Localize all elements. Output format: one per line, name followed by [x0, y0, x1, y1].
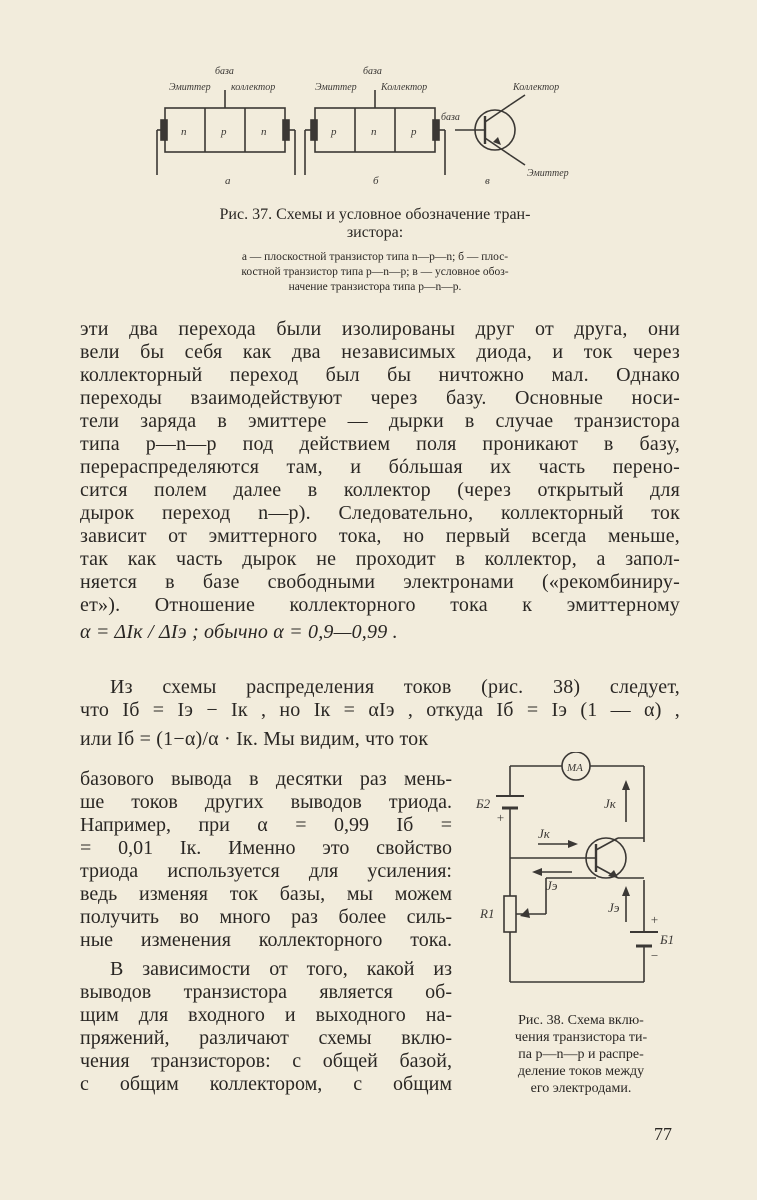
current-ik-mid: Jк	[538, 826, 550, 841]
fig37-region-n2: n	[261, 126, 267, 138]
text-line: перераспределяются там, и бóльшая их часть перено-	[80, 456, 680, 478]
text-line: чения транзисторов: с общей базой,	[80, 1050, 452, 1072]
battery-b1-minus: −	[650, 948, 659, 963]
fig37-label-base-a: база	[215, 66, 234, 77]
text-line: Например, при α = 0,99 Iб =	[80, 814, 452, 836]
text-line: ные изменения коллекторного тока.	[80, 929, 452, 951]
text-line: типа p—n—p под действием поля проникают в базу,	[80, 433, 680, 455]
paragraph-1	[80, 318, 680, 644]
fig37-label-collector-a: коллектор	[231, 82, 276, 93]
text-line: переходы взаимодействуют через базу. Основные носи-	[80, 387, 680, 409]
fig37-sub-b: б	[373, 175, 379, 187]
current-ie-mid: Jэ	[546, 878, 558, 893]
resistor-r1	[504, 896, 516, 932]
fig37-label-emitter-b: Эмиттер	[315, 82, 357, 93]
text-line: сится полем далее в коллектор (через открытый для	[80, 479, 680, 501]
text-line: пряжений, различают схемы вклю-	[80, 1027, 452, 1049]
text-line: зависит от эмиттерного тока, но первый всегда меньше,	[80, 525, 680, 547]
text-line: вели бы себя как два независимых диода, и ток через	[80, 341, 680, 363]
figure-37-diagram	[155, 60, 595, 200]
text-line: В зависимости от того, какой из	[110, 958, 452, 980]
caption-line: чения транзистора ти-	[514, 1030, 648, 1045]
battery-b2-plus: +	[496, 810, 505, 825]
caption-line: его электродами.	[530, 1081, 632, 1096]
fig37-label-base-b: база	[363, 66, 382, 77]
fig37-region-p1: p	[221, 126, 227, 138]
current-ik-right: Jк	[604, 796, 616, 811]
meter-label: МА	[567, 762, 583, 774]
text-line: или Iб = (1−α)/α · Iк. Мы видим, что ток	[80, 728, 429, 750]
text-line: получить во много раз более силь-	[80, 906, 452, 928]
figure-38-circuit	[466, 752, 682, 1002]
fig37-label-emitter-c: Эмиттер	[527, 168, 569, 179]
fig37-label-emitter-a: Эмиттер	[169, 82, 211, 93]
text-line: эти два перехода были изолированы друг от друга, они	[80, 318, 680, 340]
fig37-region-p4: p	[411, 126, 417, 138]
caption-line: деление токов между	[517, 1064, 645, 1079]
text-line: коллекторный переход был бы ничтожно мал. Однако	[80, 364, 680, 386]
text-line: выводов транзистора является об-	[80, 981, 452, 1003]
page-number: 77	[654, 1124, 672, 1144]
text-line: щим для входного и выходного на-	[80, 1004, 452, 1026]
text-line: = 0,01 Iк. Именно это свойство	[80, 837, 452, 859]
fig37-region-p3: p	[331, 126, 337, 138]
figure-38-caption	[478, 1012, 684, 1097]
figure-38	[466, 752, 682, 1002]
caption-line: Рис. 37. Схемы и условное обозначение тран-	[219, 206, 531, 223]
caption-line: Рис. 38. Схема вклю-	[518, 1013, 644, 1028]
fig37-label-collector-b: Коллектор	[381, 82, 428, 93]
paragraph-3	[80, 958, 452, 1096]
text-line: триода используется для усиления:	[80, 860, 452, 882]
paragraph-2	[80, 676, 680, 751]
fig37-region-n1: n	[181, 126, 187, 138]
figure-37-caption-legend	[150, 250, 600, 295]
text-line: что Iб = Iэ − Iк , но Iк = αIэ , откуда Iб = Iэ (1 — α) ,	[80, 699, 680, 721]
fig37-region-n3: n	[371, 126, 377, 138]
text-line: так как часть дырок не проходит в коллектор, а запол-	[80, 548, 680, 570]
caption-line: костной транзистор типа p—n—p; в — условное обоз-	[241, 266, 509, 278]
text-line: Из схемы распределения токов (рис. 38) следует,	[110, 676, 680, 698]
caption-line: зистора:	[346, 224, 404, 241]
resistor-r1-label: R1	[480, 906, 495, 921]
fig37-sub-c: в	[485, 175, 490, 187]
fig37-sub-a: а	[225, 175, 231, 187]
caption-line: начение транзистора типа p—n—p.	[288, 281, 462, 293]
formula-alpha: α = ΔIк / ΔIэ ; обычно α = 0,9—0,99 .	[80, 621, 398, 643]
paragraph-2-continued	[80, 768, 452, 952]
current-ie-right: Jэ	[608, 900, 620, 915]
fig37-label-base-c: база	[441, 112, 460, 123]
battery-b1-plus: +	[650, 912, 659, 927]
fig37-label-collector-c: Коллектор	[513, 82, 560, 93]
text-line: ведь изменяя ток базы, мы можем	[80, 883, 452, 905]
text-line: ет»). Отношение коллекторного тока к эмиттерному	[80, 594, 680, 616]
text-line: няется в базе свободными электронами («рекомбиниру-	[80, 571, 680, 593]
text-line: ше токов других выводов триода.	[80, 791, 452, 813]
caption-line: па p—n—p и распре-	[518, 1047, 644, 1062]
battery-b2-label: Б2	[476, 796, 491, 811]
text-line: дырок переход n—p). Следовательно, коллекторный ток	[80, 502, 680, 524]
figure-37-caption-title	[135, 206, 615, 242]
text-line: тели заряда в эмиттере — дырки в случае транзистора	[80, 410, 680, 432]
text-line: базового вывода в десятки раз мень-	[80, 768, 452, 790]
text-line: с общим коллектором, с общим	[80, 1073, 452, 1095]
battery-b1-label: Б1	[660, 932, 675, 947]
caption-line: а — плоскостной транзистор типа n—p—n; б — плос-	[241, 251, 509, 263]
figure-37	[155, 60, 595, 200]
